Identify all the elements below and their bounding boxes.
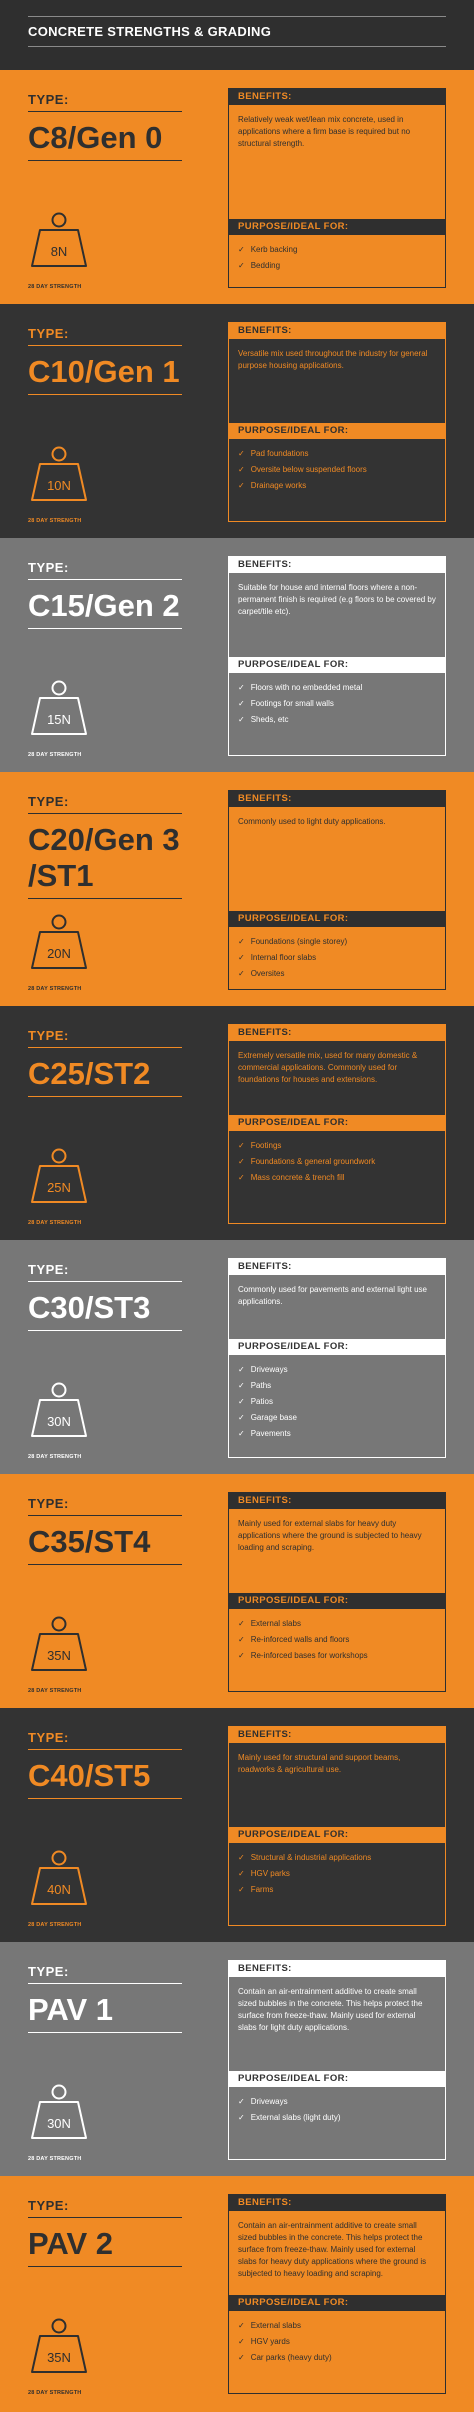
grade-info-box	[228, 1024, 446, 1224]
purpose-item: ✓ HGV parks	[238, 1866, 436, 1882]
benefits-heading: BENEFITS:	[229, 1025, 445, 1041]
purpose-item: ✓ External slabs	[238, 2318, 436, 2334]
weight-icon	[28, 912, 90, 972]
weight-icon	[28, 678, 90, 738]
purpose-block	[229, 1593, 445, 1664]
strength-caption: 28 DAY STRENGTH	[28, 2390, 82, 2396]
benefits-heading: BENEFITS:	[229, 557, 445, 573]
grade-type-block	[28, 1496, 188, 1565]
purpose-item: ✓ Re-inforced bases for workshops	[238, 1648, 436, 1664]
purpose-item: ✓ Driveways	[238, 1362, 436, 1378]
type-label: TYPE:	[28, 2198, 69, 2213]
grade-name: C30/ST3	[28, 1290, 151, 1325]
grade-name: PAV 1	[28, 1992, 113, 2027]
strength-caption: 28 DAY STRENGTH	[28, 1922, 82, 1928]
type-rule	[28, 1096, 182, 1097]
type-rule	[28, 1047, 182, 1048]
benefits-text: Suitable for house and internal floors where a non-permanent finish is required (e.g floors to be covered by carpet/tile etc).	[238, 583, 436, 616]
grade-type-block	[28, 560, 188, 629]
purpose-block	[229, 2295, 445, 2366]
grade-section	[0, 1240, 474, 1474]
benefits-text: Extremely versatile mix, used for many domestic & commercial applications. Commonly used for foundations for houses and extensions.	[238, 1051, 418, 1084]
benefits-text: Relatively weak wet/lean mix concrete, used in applications where a firm base is required but no structural strength.	[238, 115, 411, 148]
weight-icon	[28, 1146, 90, 1206]
header-bottom-rule	[28, 46, 446, 47]
grade-list	[0, 70, 474, 2412]
grade-info-box	[228, 2194, 446, 2394]
purpose-item: ✓ Garage base	[238, 1410, 436, 1426]
strength-caption: 28 DAY STRENGTH	[28, 986, 82, 992]
purpose-item: ✓ Sheds, etc	[238, 712, 436, 728]
purpose-list	[229, 235, 445, 274]
weight-icon	[28, 1848, 90, 1908]
weight-icon	[28, 1380, 90, 1440]
purpose-item: ✓ Oversite below suspended floors	[238, 462, 436, 478]
type-rule	[28, 111, 182, 112]
grade-info-box	[228, 1492, 446, 1692]
purpose-item: ✓ External slabs	[238, 1616, 436, 1632]
purpose-item: ✓ Pad foundations	[238, 446, 436, 462]
grade-info-box	[228, 1258, 446, 1458]
purpose-heading: PURPOSE/IDEAL FOR:	[229, 1339, 445, 1355]
grade-type-block	[28, 326, 188, 395]
benefits-text: Contain an air-entrainment additive to create small sized bubbles in the concrete. This helps protect the surface from freeze-thaw. Mainly used for external slabs for heavy duty applications where the ground is subjected to heavy loading and scraping.	[238, 2221, 427, 2278]
grade-section	[0, 538, 474, 772]
grade-info-box	[228, 322, 446, 522]
purpose-block	[229, 1115, 445, 1186]
grade-type-block	[28, 1262, 188, 1331]
purpose-block	[229, 219, 445, 274]
purpose-list	[229, 2087, 445, 2126]
purpose-item: ✓ Re-inforced walls and floors	[238, 1632, 436, 1648]
purpose-item: ✓ HGV yards	[238, 2334, 436, 2350]
type-rule	[28, 579, 182, 580]
type-rule	[28, 394, 182, 395]
purpose-item: ✓ External slabs (light duty)	[238, 2110, 436, 2126]
purpose-item: ✓ Floors with no embedded metal	[238, 680, 436, 696]
purpose-list	[229, 1131, 445, 1186]
benefits-text: Contain an air-entrainment additive to create small sized bubbles in the concrete. This helps protect the surface from freeze-thaw. Mainly used for external slabs for light duty applications.	[238, 1987, 423, 2032]
strength-caption: 28 DAY STRENGTH	[28, 1688, 82, 1694]
grade-type-block	[28, 1964, 188, 2033]
type-rule	[28, 2266, 182, 2267]
purpose-block	[229, 423, 445, 494]
benefits-heading: BENEFITS:	[229, 1727, 445, 1743]
type-label: TYPE:	[28, 1028, 69, 1043]
grade-name: /ST1	[28, 858, 94, 893]
type-label: TYPE:	[28, 794, 69, 809]
type-rule	[28, 1983, 182, 1984]
page-header	[0, 0, 474, 70]
grade-name: C25/ST2	[28, 1056, 151, 1091]
strength-value: 25N	[47, 1180, 71, 1195]
strength-value: 10N	[47, 478, 71, 493]
purpose-item: ✓ Patios	[238, 1394, 436, 1410]
benefits-text: Mainly used for external slabs for heavy duty applications where the ground is subjected to heavy loading and scraping.	[238, 1519, 422, 1552]
purpose-list	[229, 927, 445, 982]
purpose-heading: PURPOSE/IDEAL FOR:	[229, 1827, 445, 1843]
purpose-item: ✓ Foundations (single storey)	[238, 934, 436, 950]
benefits-text: Mainly used for structural and support beams, roadworks & agricultural use.	[238, 1753, 401, 1774]
purpose-block	[229, 911, 445, 982]
purpose-list	[229, 439, 445, 494]
type-rule	[28, 1564, 182, 1565]
strength-value: 35N	[47, 2350, 71, 2365]
grade-info-box	[228, 556, 446, 756]
weight-icon	[28, 2082, 90, 2142]
grade-name: C35/ST4	[28, 1524, 151, 1559]
benefits-heading: BENEFITS:	[229, 1259, 445, 1275]
grade-name: C10/Gen 1	[28, 354, 180, 389]
purpose-item: ✓ Drainage works	[238, 478, 436, 494]
purpose-heading: PURPOSE/IDEAL FOR:	[229, 911, 445, 927]
purpose-item: ✓ Pavements	[238, 1426, 436, 1442]
purpose-item: ✓ Footings for small walls	[238, 696, 436, 712]
grade-type-block	[28, 92, 188, 161]
purpose-list	[229, 1609, 445, 1664]
type-rule	[28, 813, 182, 814]
benefits-text: Commonly used for pavements and external light use applications.	[238, 1285, 427, 1306]
grade-name: C8/Gen 0	[28, 120, 163, 155]
purpose-block	[229, 2071, 445, 2126]
grade-section	[0, 304, 474, 538]
strength-caption: 28 DAY STRENGTH	[28, 518, 82, 524]
purpose-item: ✓ Paths	[238, 1378, 436, 1394]
purpose-list	[229, 673, 445, 728]
purpose-item: ✓ Oversites	[238, 966, 436, 982]
strength-value: 15N	[47, 712, 71, 727]
purpose-heading: PURPOSE/IDEAL FOR:	[229, 657, 445, 673]
type-label: TYPE:	[28, 326, 69, 341]
grade-section	[0, 2176, 474, 2412]
type-rule	[28, 1281, 182, 1282]
purpose-heading: PURPOSE/IDEAL FOR:	[229, 219, 445, 235]
purpose-heading: PURPOSE/IDEAL FOR:	[229, 2071, 445, 2087]
purpose-item: ✓ Mass concrete & trench fill	[238, 1170, 436, 1186]
purpose-block	[229, 657, 445, 728]
strength-value: 8N	[50, 244, 68, 259]
purpose-item: ✓ Structural & industrial applications	[238, 1850, 436, 1866]
benefits-heading: BENEFITS:	[229, 89, 445, 105]
type-rule	[28, 2217, 182, 2218]
strength-value: 40N	[47, 1882, 71, 1897]
purpose-block	[229, 1827, 445, 1898]
benefits-heading: BENEFITS:	[229, 323, 445, 339]
type-rule	[28, 1749, 182, 1750]
purpose-list	[229, 2311, 445, 2366]
purpose-item: ✓ Foundations & general groundwork	[238, 1154, 436, 1170]
purpose-list	[229, 1843, 445, 1898]
strength-value: 30N	[47, 1414, 71, 1429]
type-label: TYPE:	[28, 92, 69, 107]
purpose-item: ✓ Car parks (heavy duty)	[238, 2350, 436, 2366]
strength-value: 35N	[47, 1648, 71, 1663]
grade-type-block	[28, 1730, 188, 1799]
grade-type-block	[28, 2198, 188, 2267]
type-rule	[28, 1330, 182, 1331]
benefits-heading: BENEFITS:	[229, 2195, 445, 2211]
purpose-heading: PURPOSE/IDEAL FOR:	[229, 1115, 445, 1131]
strength-caption: 28 DAY STRENGTH	[28, 1220, 82, 1226]
strength-caption: 28 DAY STRENGTH	[28, 752, 82, 758]
type-rule	[28, 1515, 182, 1516]
strength-caption: 28 DAY STRENGTH	[28, 2156, 82, 2162]
purpose-item: ✓ Internal floor slabs	[238, 950, 436, 966]
grade-section	[0, 1006, 474, 1240]
grade-section	[0, 1474, 474, 1708]
purpose-item: ✓ Footings	[238, 1138, 436, 1154]
benefits-heading: BENEFITS:	[229, 1493, 445, 1509]
grade-info-box	[228, 1960, 446, 2160]
type-rule	[28, 1798, 182, 1799]
header-top-rule	[28, 16, 446, 17]
strength-value: 30N	[47, 2116, 71, 2131]
purpose-item: ✓ Driveways	[238, 2094, 436, 2110]
strength-caption: 28 DAY STRENGTH	[28, 1454, 82, 1460]
type-label: TYPE:	[28, 1496, 69, 1511]
weight-icon	[28, 1614, 90, 1674]
benefits-heading: BENEFITS:	[229, 1961, 445, 1977]
grade-section	[0, 70, 474, 304]
purpose-item: ✓ Kerb backing	[238, 242, 436, 258]
weight-icon	[28, 444, 90, 504]
page-title: CONCRETE STRENGTHS & GRADING	[28, 24, 272, 39]
grade-name: C40/ST5	[28, 1758, 151, 1793]
type-label: TYPE:	[28, 1964, 69, 1979]
strength-caption: 28 DAY STRENGTH	[28, 284, 82, 290]
benefits-text: Commonly used to light duty applications.	[238, 817, 386, 826]
purpose-heading: PURPOSE/IDEAL FOR:	[229, 423, 445, 439]
grade-section	[0, 1942, 474, 2176]
grade-name: PAV 2	[28, 2226, 113, 2261]
grade-section	[0, 772, 474, 1006]
type-label: TYPE:	[28, 1262, 69, 1277]
grade-type-block	[28, 794, 188, 899]
grade-section	[0, 1708, 474, 1942]
type-rule	[28, 345, 182, 346]
benefits-text: Versatile mix used throughout the industry for general purpose housing applications.	[238, 349, 428, 370]
grade-info-box	[228, 790, 446, 990]
type-rule	[28, 628, 182, 629]
purpose-item: ✓ Bedding	[238, 258, 436, 274]
grade-info-box	[228, 88, 446, 288]
type-label: TYPE:	[28, 1730, 69, 1745]
strength-value: 20N	[47, 946, 71, 961]
purpose-item: ✓ Farms	[238, 1882, 436, 1898]
type-rule	[28, 898, 182, 899]
grade-name: C20/Gen 3	[28, 822, 180, 857]
grade-info-box	[228, 1726, 446, 1926]
weight-icon	[28, 210, 90, 270]
grade-name: C15/Gen 2	[28, 588, 180, 623]
purpose-heading: PURPOSE/IDEAL FOR:	[229, 1593, 445, 1609]
purpose-heading: PURPOSE/IDEAL FOR:	[229, 2295, 445, 2311]
type-rule	[28, 2032, 182, 2033]
grade-type-block	[28, 1028, 188, 1097]
purpose-block	[229, 1339, 445, 1442]
type-rule	[28, 160, 182, 161]
purpose-list	[229, 1355, 445, 1442]
weight-icon	[28, 2316, 90, 2376]
benefits-heading: BENEFITS:	[229, 791, 445, 807]
type-label: TYPE:	[28, 560, 69, 575]
